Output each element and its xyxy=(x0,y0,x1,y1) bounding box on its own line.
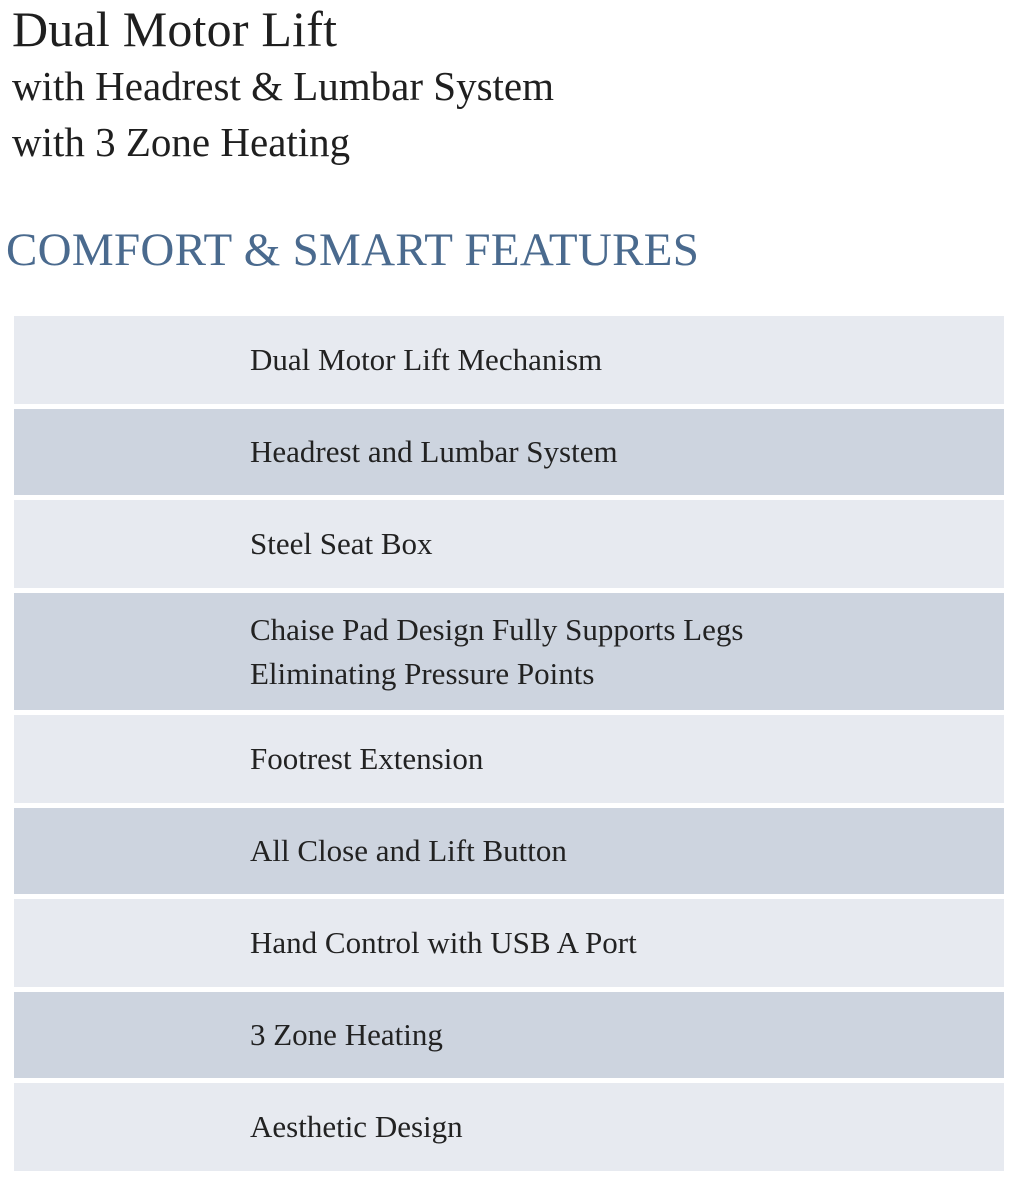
feature-label: Chaise Pad Design Fully Supports Legs Eliminating Pressure Points xyxy=(250,611,744,691)
feature-row xyxy=(14,1083,1004,1171)
feature-label: Footrest Extension xyxy=(250,741,484,776)
feature-row xyxy=(14,808,1004,894)
feature-label: Hand Control with USB A Port xyxy=(250,925,637,960)
feature-label: Aesthetic Design xyxy=(250,1109,463,1144)
feature-row xyxy=(14,593,1004,710)
features-table xyxy=(14,316,1004,1176)
product-header xyxy=(12,0,1002,170)
feature-row xyxy=(14,316,1004,404)
feature-row xyxy=(14,715,1004,803)
product-subtitle-line-2: with 3 Zone Heating xyxy=(12,119,351,165)
section-title: COMFORT & SMART FEATURES xyxy=(6,224,700,276)
product-title: Dual Motor Lift xyxy=(12,1,338,57)
feature-label: Headrest and Lumbar System xyxy=(250,434,618,469)
feature-row xyxy=(14,992,1004,1078)
feature-label: Dual Motor Lift Mechanism xyxy=(250,342,603,377)
feature-label: 3 Zone Heating xyxy=(250,1017,443,1052)
feature-row xyxy=(14,409,1004,495)
feature-row xyxy=(14,500,1004,588)
product-subtitle-line-1: with Headrest & Lumbar System xyxy=(12,63,555,109)
feature-label: All Close and Lift Button xyxy=(250,833,567,868)
feature-row xyxy=(14,899,1004,987)
feature-label: Steel Seat Box xyxy=(250,526,433,561)
